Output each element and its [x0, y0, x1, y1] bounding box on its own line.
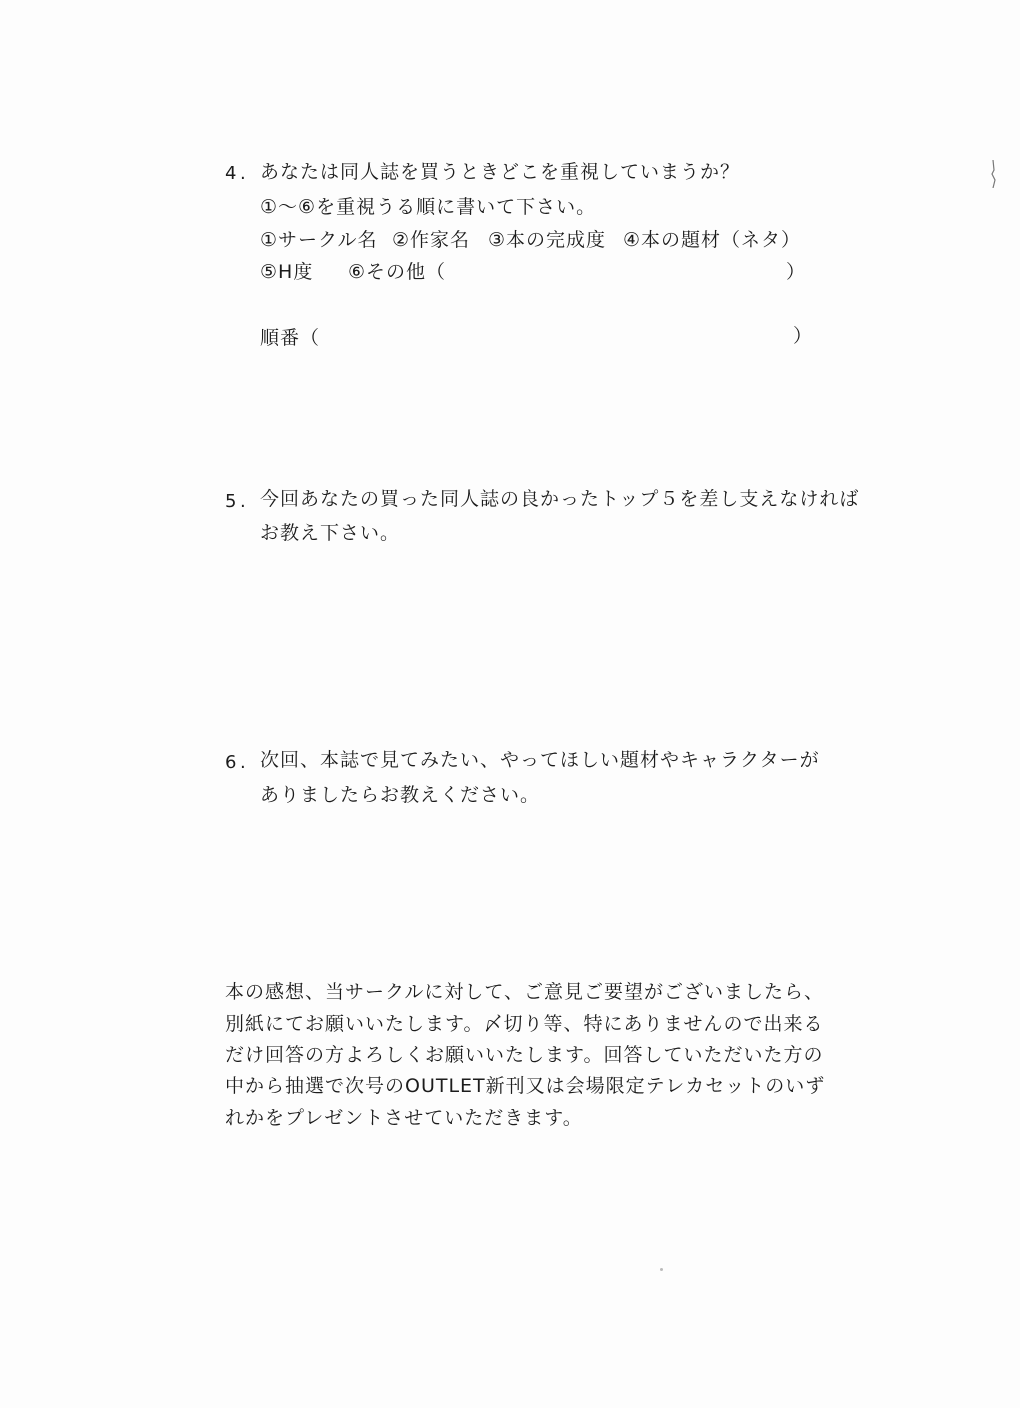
scan-speck — [660, 1268, 663, 1271]
question-number-dot: . — [240, 491, 246, 512]
option-author-name: ②作家名 — [392, 229, 471, 251]
question-instruction: ①〜⑥を重視うる順に書いて下さい。 — [260, 196, 597, 218]
scan-mark — [990, 160, 996, 188]
closing-line: 別紙にてお願いいたします。〆切り等、特にありませんので出来る — [225, 1013, 824, 1035]
question-text: 次回、本誌で見てみたい、やってほしい題材やキャラクターが — [260, 749, 820, 771]
question-number: 4 — [225, 163, 237, 184]
question-number-dot: . — [240, 163, 246, 184]
question-text-continued: ありましたらお教えください。 — [260, 784, 541, 806]
closing-line: れかをプレゼントさせていただきます。 — [225, 1107, 583, 1129]
option-circle-name: ①サークル名 — [260, 229, 378, 251]
question-number: 6 — [225, 752, 237, 773]
closing-line: 中から抽選で次号のOUTLET新刊又は会場限定テレカセットのいず — [225, 1075, 826, 1097]
option-completeness: ③本の完成度 — [488, 229, 607, 251]
closing-line: だけ回答の方よろしくお願いいたします。回答していただいた方の — [225, 1044, 824, 1066]
question-text: あなたは同人誌を買うときどこを重視していまうか？ — [260, 161, 741, 183]
question-text: 今回あなたの買った同人誌の良かったトップ５を差し支えなければ — [260, 488, 860, 510]
order-label: 順番（ — [260, 327, 321, 349]
question-number-dot: . — [240, 752, 246, 773]
question-text-continued: お教え下さい。 — [260, 522, 401, 544]
option-h-level: ⑤H度 — [260, 261, 314, 283]
closing-line: 本の感想、当サークルに対して、ご意見ご要望がございましたら、 — [225, 981, 825, 1003]
option-other: ⑥その他（ — [348, 261, 447, 283]
order-close-paren: ） — [793, 325, 813, 347]
question-number: 5 — [225, 491, 237, 512]
option-subject: ④本の題材（ネタ） — [623, 229, 802, 251]
option-other-close-paren: ） — [786, 261, 806, 283]
